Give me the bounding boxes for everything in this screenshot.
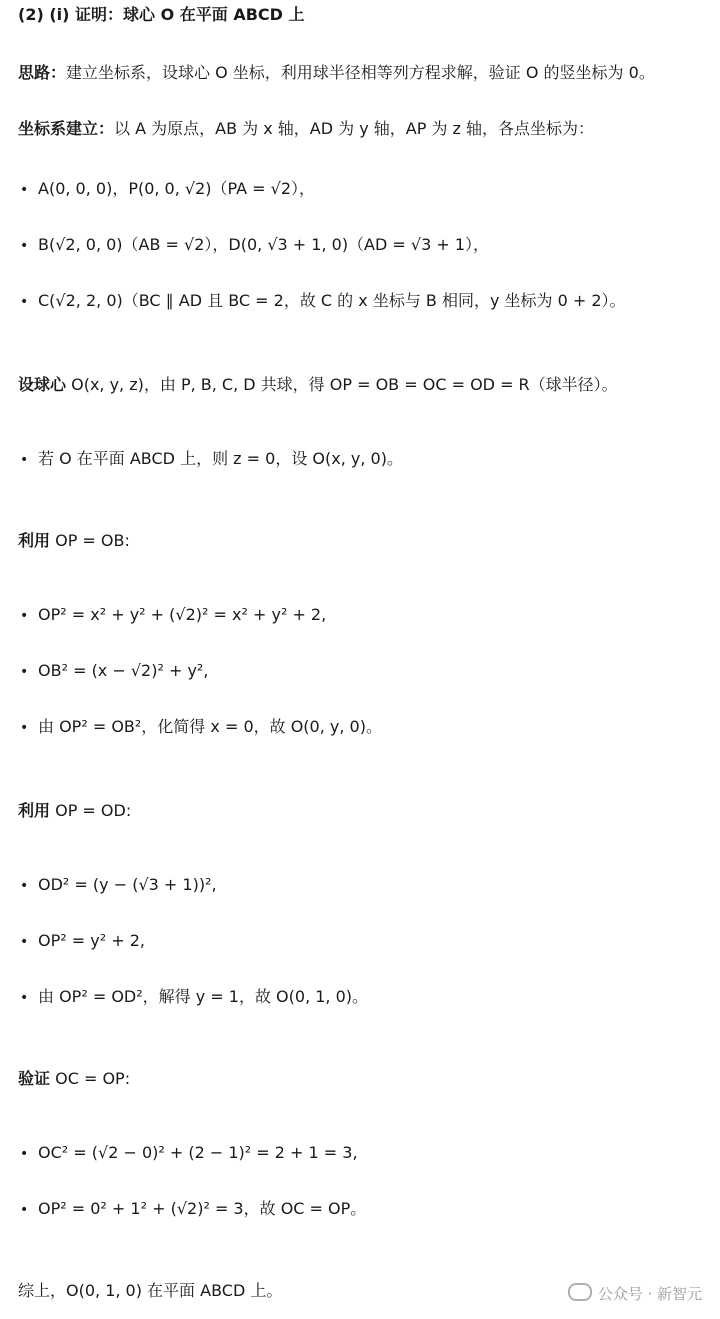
wechat-icon	[568, 1283, 592, 1301]
conclusion: 综上，O(0, 1, 0) 在平面 ABCD 上。	[18, 1281, 283, 1300]
watermark	[568, 1283, 702, 1305]
idea-line	[18, 62, 655, 84]
heading: (2) (i) 证明：球心 O 在平面 ABCD 上	[18, 5, 305, 24]
list-item: • OP² = x² + y² + (√2)² = x² + y² + 2,	[20, 604, 326, 627]
list-item: • A(0, 0, 0)，P(0, 0, √2)（PA = √2），	[20, 178, 315, 201]
step3-label: 验证	[18, 1069, 51, 1088]
set-line	[18, 374, 618, 396]
step1-label: 利用	[18, 531, 51, 550]
coord-line	[18, 118, 594, 140]
list-item: • 由 OP² = OD²，解得 y = 1，故 O(0, 1, 0)。	[20, 986, 368, 1009]
coord-text: 以 A 为原点，AB 为 x 轴，AD 为 y 轴，AP 为 z 轴，各点坐标为：	[114, 119, 595, 138]
step3-line	[18, 1068, 130, 1090]
coord-label: 坐标系建立：	[18, 119, 115, 138]
list-item: • OP² = 0² + 1² + (√2)² = 3，故 OC = OP。	[20, 1198, 366, 1221]
step1-text: OP = OB:	[50, 531, 130, 550]
set-label: 设球心	[18, 375, 67, 394]
list-item: • OP² = y² + 2,	[20, 930, 145, 953]
watermark-text: 公众号 · 新智元	[597, 1285, 702, 1303]
step2-text: OP = OD:	[50, 801, 132, 820]
list-item: • B(√2, 0, 0)（AB = √2），D(0, √3 + 1, 0)（AD = √3 + 1），	[20, 234, 489, 257]
step2-line	[18, 800, 131, 822]
list-item: • OD² = (y − (√3 + 1))²,	[20, 874, 217, 897]
list-item: • C(√2, 2, 0)（BC ∥ AD 且 BC = 2，故 C 的 x 坐标与 B 相同，y 坐标为 0 + 2）。	[20, 290, 626, 313]
list-item: • 若 O 在平面 ABCD 上，则 z = 0，设 O(x, y, 0)。	[20, 448, 403, 471]
step2-label: 利用	[18, 801, 51, 820]
list-item: • OB² = (x − √2)² + y²,	[20, 660, 208, 683]
step1-line	[18, 530, 130, 552]
list-item: • 由 OP² = OB²，化简得 x = 0，故 O(0, y, 0)。	[20, 716, 382, 739]
list-item: • OC² = (√2 − 0)² + (2 − 1)² = 2 + 1 = 3,	[20, 1142, 358, 1165]
step3-text: OC = OP:	[50, 1069, 131, 1088]
set-text: O(x, y, z)，由 P, B, C, D 共球，得 OP = OB = OC = OD = R（球半径）。	[66, 375, 618, 394]
idea-label: 思路：	[18, 63, 67, 82]
idea-text: 建立坐标系，设球心 O 坐标，利用球半径相等列方程求解，验证 O 的竖坐标为 0。	[66, 63, 655, 82]
